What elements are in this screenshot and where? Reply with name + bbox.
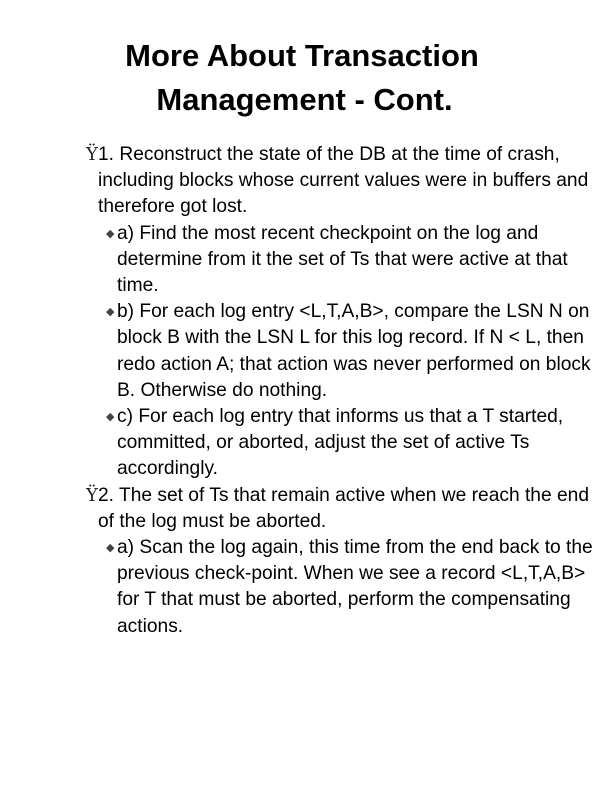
diamond-bullet-icon: ◆ bbox=[106, 411, 115, 424]
title-line-2: Management - Cont. bbox=[156, 82, 453, 117]
diamond-bullet-icon: ◆ bbox=[106, 306, 115, 319]
bullet-item-1-text: 1. Reconstruct the state of the DB at the time of crash, including blocks whose current values were in buffers and therefore got lost. bbox=[98, 144, 589, 218]
sub-bullet-item-1a-text: a) Find the most recent checkpoint on the log and determine from it the set of Ts that were active at that time. bbox=[117, 222, 568, 297]
sub-bullet-item-1b bbox=[86, 299, 596, 404]
slide-body bbox=[86, 142, 596, 640]
sub-bullet-item-1c bbox=[86, 404, 596, 483]
bullet-item-1 bbox=[86, 142, 596, 221]
bullet-icon: Ÿ bbox=[86, 484, 98, 506]
sub-bullet-item-1b-text: b) For each log entry <L,T,A,B>, compare the LSN N on block B with the LSN L for this log record. If N < L, then redo action A; that action was never performed on block B. Otherwise do nothing. bbox=[117, 301, 591, 401]
diamond-bullet-icon: ◆ bbox=[106, 227, 115, 240]
sub-bullet-item-1a bbox=[86, 221, 596, 300]
slide-title bbox=[0, 34, 609, 122]
title-line-1: More About Transaction bbox=[125, 38, 479, 73]
sub-bullet-item-1c-text: c) For each log entry that informs us that a T started, committed, or aborted, adjust the set of active Ts accordingly. bbox=[117, 406, 564, 480]
diamond-bullet-icon: ◆ bbox=[106, 542, 115, 555]
bullet-item-2 bbox=[86, 483, 596, 535]
bullet-item-2-text: 2. The set of Ts that remain active when we reach the end of the log must be aborted. bbox=[98, 484, 589, 532]
sub-bullet-item-2a bbox=[86, 535, 596, 640]
sub-bullet-item-2a-text: a) Scan the log again, this time from the end back to the previous check-point. When we see a record <L,T,A,B> for T that must be aborted, perform the compensating actions. bbox=[117, 537, 593, 637]
bullet-icon: Ÿ bbox=[86, 144, 98, 165]
